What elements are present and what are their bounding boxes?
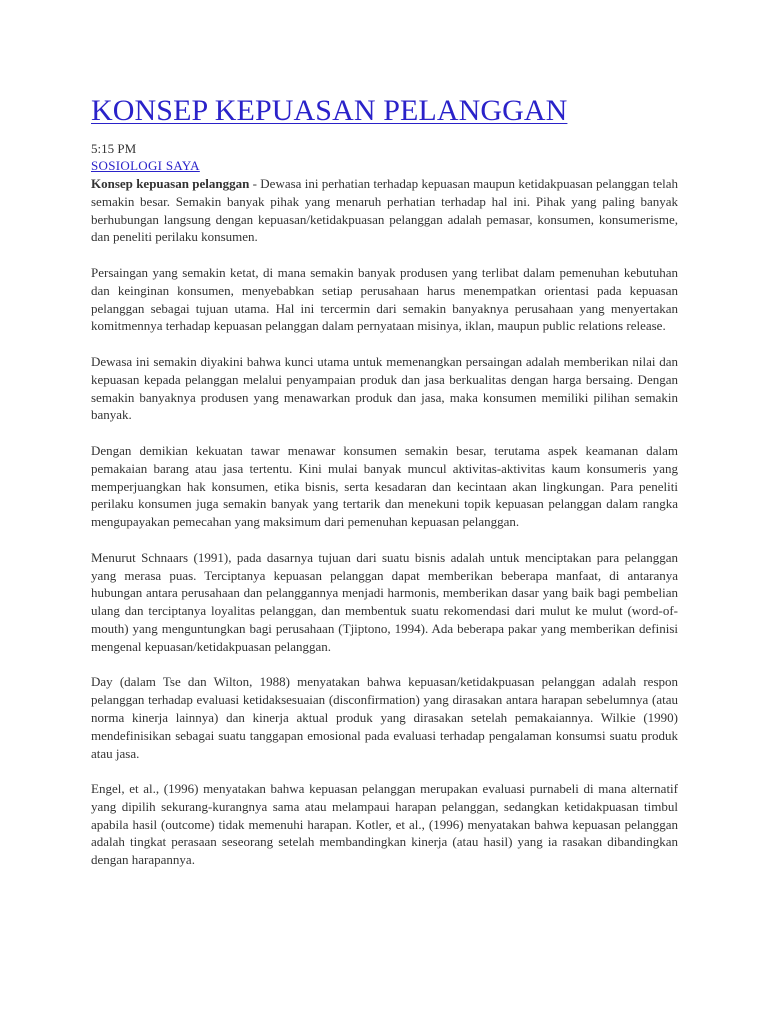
body-paragraph: Menurut Schnaars (1991), pada dasarnya tujuan dari suatu bisnis adalah untuk menciptakan para pelanggan yang merasa puas. Terciptanya kepuasan pelanggan dapat memberikan beberapa manfaat, di antaranya hubungan antara perusahaan dan pelanggannya menjadi harmonis, memberikan dasar yang baik bagi pembelian ulang dan terciptanya loyalitas pelanggan, dan membentuk suatu rekomendasi dari mulut ke mulut (word-of-mouth) yang menguntungkan bagi perusahaan (Tjiptono, 1994). Ada beberapa pakar yang memberikan definisi mengenal kepuasan/ketidakpuasan pelanggan.	[91, 549, 678, 654]
post-timestamp: 5:15 PM	[91, 141, 137, 156]
lead-paragraph	[91, 175, 678, 246]
body-paragraph: Dewasa ini semakin diyakini bahwa kunci utama untuk memenangkan persaingan adalah memberikan nilai dan kepuasan kepada pelanggan melalui penyampaian produk dan jasa berkualitas dengan harga bersaing. Dengan semakin banyaknya produsen yang menawarkan produk dan jasa, maka konsumen memiliki pilihan semakin banyak.	[91, 353, 678, 423]
lead-bold-term: Konsep kepuasan pelanggan	[91, 176, 250, 191]
lead-text: - Dewasa ini perhatian terhadap kepuasan maupun ketidakpuasan pelanggan telah semakin besar. Semakin banyak pihak yang menaruh perhatian terhadap hal ini. Pihak yang paling banyak berhubungan langsung dengan kepuasan/ketidakpuasan pelanggan adalah pemasar, konsumen, konsumerisme, dan peneliti perilaku konsumen.	[91, 176, 678, 245]
post-label-link[interactable]: SOSIOLOGI SAYA	[91, 158, 200, 173]
body-paragraph: Day (dalam Tse dan Wilton, 1988) menyatakan bahwa kepuasan/ketidakpuasan pelanggan adalah respon pelanggan terhadap evaluasi ketidaksesuaian (disconfirmation) yang dirasakan antara harapan sebelumnya (atau norma kinerja lainnya) dan kinerja aktual produk yang dirasakan setelah pemakaiannya. Wilkie (1990) mendefinisikan sebagai suatu tanggapan emosional pada evaluasi terhadap pengalaman konsumsi suatu produk atau jasa.	[91, 674, 678, 761]
post-title-link[interactable]: KONSEP KEPUASAN PELANGGAN	[91, 94, 568, 127]
post-body	[91, 175, 678, 869]
blog-post	[91, 92, 678, 887]
body-paragraph: Dengan demikian kekuatan tawar menawar konsumen semakin besar, terutama aspek keamanan dalam pemakaian barang atau jasa tertentu. Kini mulai banyak muncul aktivitas-aktivitas kaum konsumeris yang memperjuangkan hak konsumen, etika bisnis, serta kesadaran dan kecintaan akan lingkungan. Para peneliti perilaku konsumen juga semakin banyak yang tertarik dan menekuni topik kepuasan pelanggan dalam rangka mengupayakan pemecahan yang maksimum dari pemenuhan kepuasan pelanggan.	[91, 442, 678, 530]
body-paragraph: Persaingan yang semakin ketat, di mana semakin banyak produsen yang terlibat dalam pemenuhan kebutuhan dan keinginan konsumen, menyebabkan setiap perusahaan harus menempatkan orientasi pada kepuasan pelanggan sebagai tujuan utama. Hal ini tercermin dari semakin banyaknya perusahaan yang menyertakan komitmennya terhadap kepuasan pelanggan dalam pernyataan misinya, iklan, maupun public relations release.	[91, 264, 678, 334]
body-paragraph: Engel, et al., (1996) menyatakan bahwa kepuasan pelanggan merupakan evaluasi purnabeli di mana alternatif yang dipilih sekurang-kurangnya sama atau melampaui harapan pelanggan, sedangkan ketidakpuasan timbul apabila hasil (outcome) tidak memenuhi harapan. Kotler, et al., (1996) menyatakan bahwa kepuasan pelanggan adalah tingkat perasaan seseorang setelah membandingkan kinerja (atau hasil) yang ia rasakan dibandingkan dengan harapannya.	[91, 781, 678, 868]
